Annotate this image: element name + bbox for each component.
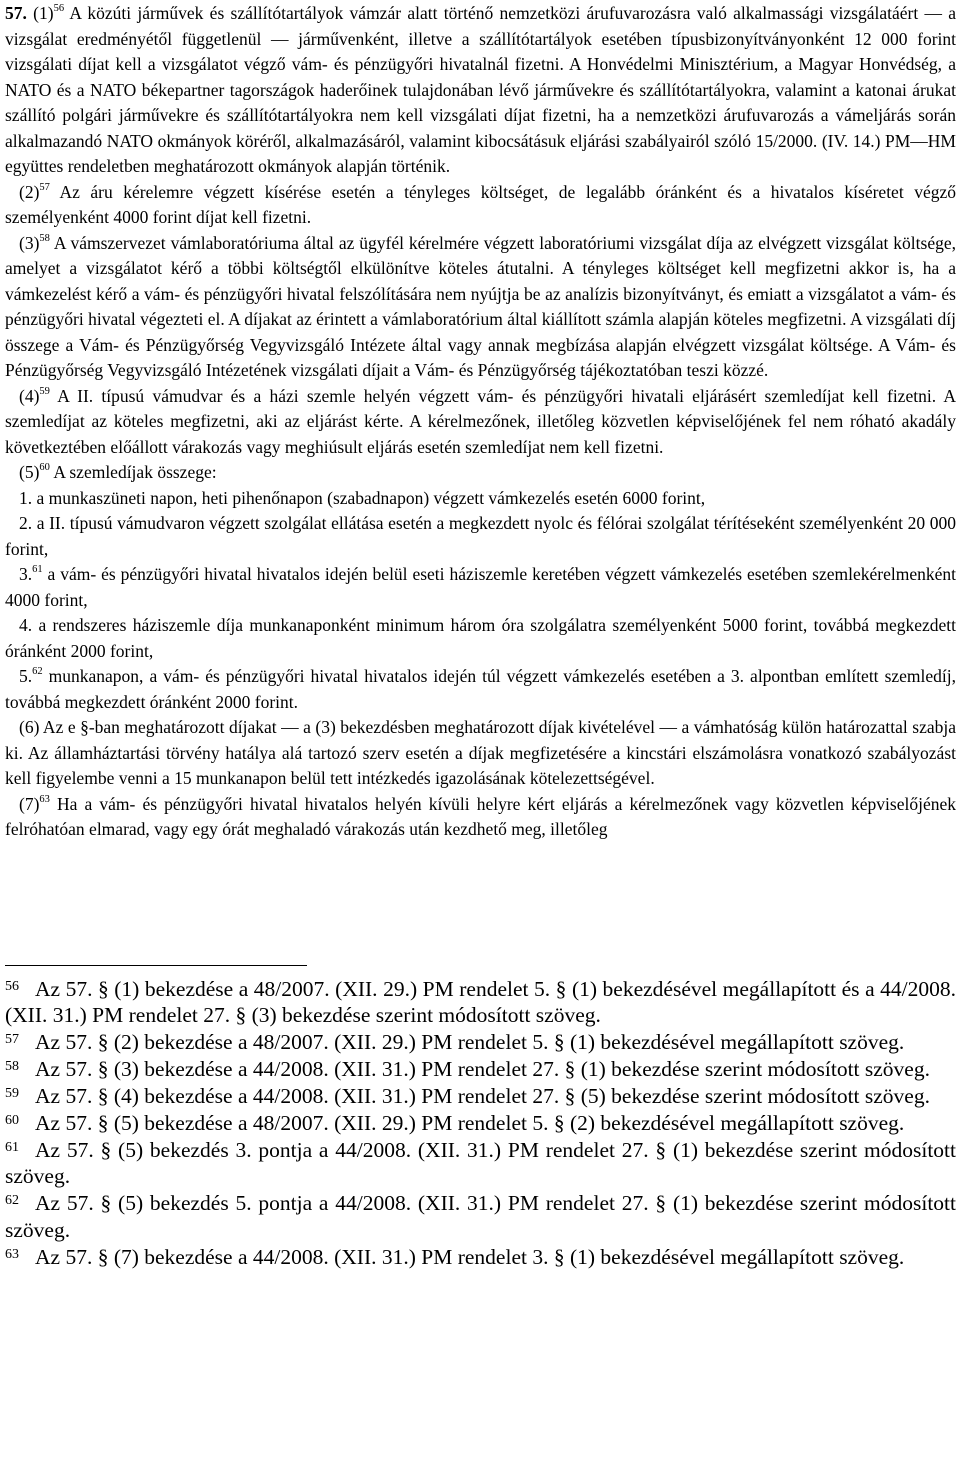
paragraph-text: A II. típusú vámudvar és a házi szemle helyén végzett vám- és pénzügyőri hivatali eljárásért szemledíjat kell fizetni. A szemledíjat az köteles megfizetni, aki az eljárást kérte. A kérelmezőnek, illetőleg közvetlen képviselőjének fel nem róható akadály következtében előállott várakozás vagy meghiúsult eljárás esetén szemledíjat nem kell fizetni. — [5, 385, 956, 457]
paragraph-2 — [5, 180, 956, 231]
list-text: a munkaszüneti napon, heti pihenőnapon (szabadnapon) végzett vámkezelés esetén 6000 forint, — [32, 487, 706, 508]
list-item-1 — [5, 486, 956, 512]
footnote-ref[interactable]: 56 — [53, 3, 65, 15]
footnote-text: Az 57. § (5) bekezdés 5. pontja a 44/2008. (XII. 31.) PM rendelet 27. § (1) bekezdése szerint módosított szöveg. — [5, 1191, 956, 1242]
list-number: 1. — [19, 487, 33, 508]
list-item-2 — [5, 511, 956, 562]
footnote-number: 58 — [5, 1059, 19, 1075]
paragraph-text: Az e §-ban meghatározott díjakat — a (3) bekezdésben meghatározott díjak kivételével — a vámhatóság külön határozattal szabja ki. Az államháztartási törvény hatálya alá tartozó szerv esetén a díjak megfizetésére a kincstári elszámolásra vonatkozó szabályozást kell figyelembe venni a 15 munkanapon belül tett intézkedés igazolásának kötelezettségével. — [5, 717, 956, 788]
footnote-56 — [5, 976, 956, 1029]
footnote-text: Az 57. § (2) bekezdése a 48/2007. (XII. 29.) PM rendelet 5. § (1) bekezdésével megállapított szöveg. — [35, 1030, 905, 1055]
paragraph-text: Az áru kérelemre végzett kísérése esetén a tényleges költséget, de legalább óránként és a hivatalos kíséretet végző személyenként 4000 forint díjat kell fizetni. — [5, 181, 956, 227]
footnote-58 — [5, 1056, 956, 1082]
list-text: a rendszeres háziszemle díja munkanaponként minimum három óra szolgálatra személyenként 5000 forint, továbbá megkezdett óránként 2000 forint, — [5, 615, 956, 661]
list-item-5 — [5, 664, 956, 715]
paragraph-3 — [5, 231, 956, 384]
footnote-number: 61 — [5, 1139, 19, 1155]
list-text: a II. típusú vámudvaron végzett szolgálat ellátása esetén a megkezdett nyolc és félórai szolgálat térítéseként személyenként 20 000 forint, — [5, 513, 956, 559]
footnote-59 — [5, 1083, 956, 1109]
footnotes-section — [5, 976, 956, 1270]
paragraph-7 — [5, 792, 956, 843]
paragraph-5 — [5, 460, 956, 486]
list-number: 3. — [19, 564, 33, 584]
paragraph-text: A szemledíjak összege: — [49, 462, 217, 482]
article-body — [5, 1, 956, 843]
footnote-text: Az 57. § (3) bekezdése a 44/2008. (XII. 31.) PM rendelet 27. § (1) bekezdése szerint módosított szöveg. — [35, 1057, 930, 1082]
paragraph-text: A vámszervezet vámlaboratóriuma által az ügyfél kérelmére végzett laboratóriumi vizsgálat díja az elvégzett vizsgálat költsége, amelyet a vizsgálatot kérő a többi költségtől elkülönítve köteles átutalni. A tényleges költséget kell megfizetni akkor is, ha a vámkezelést kérő a vám- és pénzügyőri hivatal felszólítására nem nyújtja be az analízis bizonyítványt, és emiatt a vizsgálatot a vám- és pénzügyőri hivatal végezteti el. A díjakat az érintett a vámlaboratórium által kiállított számla alapján köteles megfizetni. A vizsgálati díj összege a Vám- és Pénzügyőrség Vegyvizsgáló Intézete által vagy annak megbízása alapján elvégzett vizsgálat költsége. A Vám- és Pénzügyőrség Vegyvizsgáló Intézetének vizsgálati díjait a Vám- és Pénzügyőrség tájékoztatóban teszi közzé. — [5, 232, 956, 380]
footnote-63 — [5, 1244, 956, 1270]
article-number: 57. — [5, 3, 27, 23]
paragraph-1 — [5, 1, 956, 180]
list-item-3 — [5, 562, 956, 613]
footnote-number: 59 — [5, 1086, 19, 1102]
footnote-number: 62 — [5, 1193, 19, 1209]
footnote-text: Az 57. § (7) bekezdése a 44/2008. (XII. 31.) PM rendelet 3. § (1) bekezdésével megállapított szöveg. — [35, 1244, 905, 1269]
paragraph-text: Ha a vám- és pénzügyőri hivatal hivatalos helyén kívüli helyre kért eljárás a kérelmezőnek vagy közvetlen képviselőjének felróhatóan elmarad, vagy egy órát meghaladó várakozás után kezdhető meg, illetőleg — [5, 793, 956, 839]
footnote-ref[interactable]: 59 — [39, 385, 50, 397]
footnote-separator — [5, 965, 307, 966]
footnote-number: 60 — [5, 1113, 19, 1129]
paragraph-text: A közúti járművek és szállítótartályok vámzár alatt történő nemzetközi árufuvarozásra való alkalmassági vizsgálatáért — a vizsgálat eredményétől függetlenül — járművenként, illetve a szállítótartályok esetében típusbizonyítványonként 12 000 forint vizsgálati díjat kell a vizsgálatot végző vám- és pénzügyőri hivatalnál fizetni. A Honvédelmi Minisztérium, a Magyar Honvédség, a NATO és a NATO békepartner tagországok haderőinek tulajdonában lévő járművekre és szállítótartályokra, valamint a katonai árukat szállító polgári járművekre és szállítótartályokra nem kell vizsgálati díjat fizetni, ha a nemzetközi árufuvarozás a vámeljárás során alkalmazandó NATO okmányok köréről, alkalmazásáról, valamint kibocsátásuk eljárási szabályairól szóló 15/2000. (IV. 14.) PM—HM együttes rendeletben meghatározott okmányok alapján történik. — [5, 3, 957, 176]
paragraph-prefix: (6) — [19, 717, 40, 737]
paragraph-prefix: (7) — [19, 793, 40, 814]
list-item-4 — [5, 613, 956, 664]
paragraph-4 — [5, 384, 956, 461]
list-number: 2. — [19, 513, 33, 533]
footnote-ref[interactable]: 57 — [39, 181, 50, 193]
footnote-text: Az 57. § (4) bekezdése a 44/2008. (XII. 31.) PM rendelet 27. § (5) bekezdése szerint módosított szöveg. — [35, 1084, 930, 1109]
paragraph-prefix: (3) — [19, 232, 40, 253]
footnote-number: 57 — [5, 1032, 19, 1048]
list-number: 4. — [19, 615, 33, 635]
footnote-61 — [5, 1137, 956, 1190]
paragraph-prefix: (1) — [33, 3, 54, 23]
list-number: 5. — [19, 666, 33, 686]
list-text: a vám- és pénzügyőri hivatal hivatalos idején belül eseti háziszemle keretében végzett vámkezelés esetében szemlekérelmenként 4000 forint, — [5, 564, 956, 610]
footnote-number: 56 — [5, 979, 19, 994]
footnote-text: Az 57. § (5) bekezdése a 48/2007. (XII. 29.) PM rendelet 5. § (2) bekezdésével megállapított szöveg. — [35, 1111, 905, 1136]
footnote-57 — [5, 1029, 956, 1055]
paragraph-prefix: (4) — [19, 385, 40, 406]
paragraph-prefix: (5) — [19, 462, 40, 482]
list-text: munkanapon, a vám- és pénzügyőri hivatal hivatalos idején túl végzett vámkezelés esetében a 3. alpontban említett szemledíj, továbbá megkezdett óránként 2000 forint. — [5, 666, 956, 712]
footnote-number: 63 — [5, 1246, 19, 1262]
footnote-ref[interactable]: 61 — [32, 564, 43, 576]
footnote-62 — [5, 1190, 956, 1243]
footnote-ref[interactable]: 62 — [32, 666, 43, 678]
paragraph-6 — [5, 715, 956, 792]
footnote-60 — [5, 1110, 956, 1136]
paragraph-prefix: (2) — [19, 181, 40, 202]
footnote-ref[interactable]: 60 — [39, 462, 50, 474]
footnote-text: Az 57. § (1) bekezdése a 48/2007. (XII. 29.) PM rendelet 5. § (1) bekezdésével megállapított és a 44/2008. (XII. 31.) PM rendelet 27. § (3) bekezdése szerint módosított szöveg. — [5, 977, 956, 1028]
footnote-ref[interactable]: 63 — [39, 793, 50, 805]
footnote-text: Az 57. § (5) bekezdés 3. pontja a 44/2008. (XII. 31.) PM rendelet 27. § (1) bekezdése szerint módosított szöveg. — [5, 1137, 956, 1189]
footnote-ref[interactable]: 58 — [39, 232, 50, 244]
